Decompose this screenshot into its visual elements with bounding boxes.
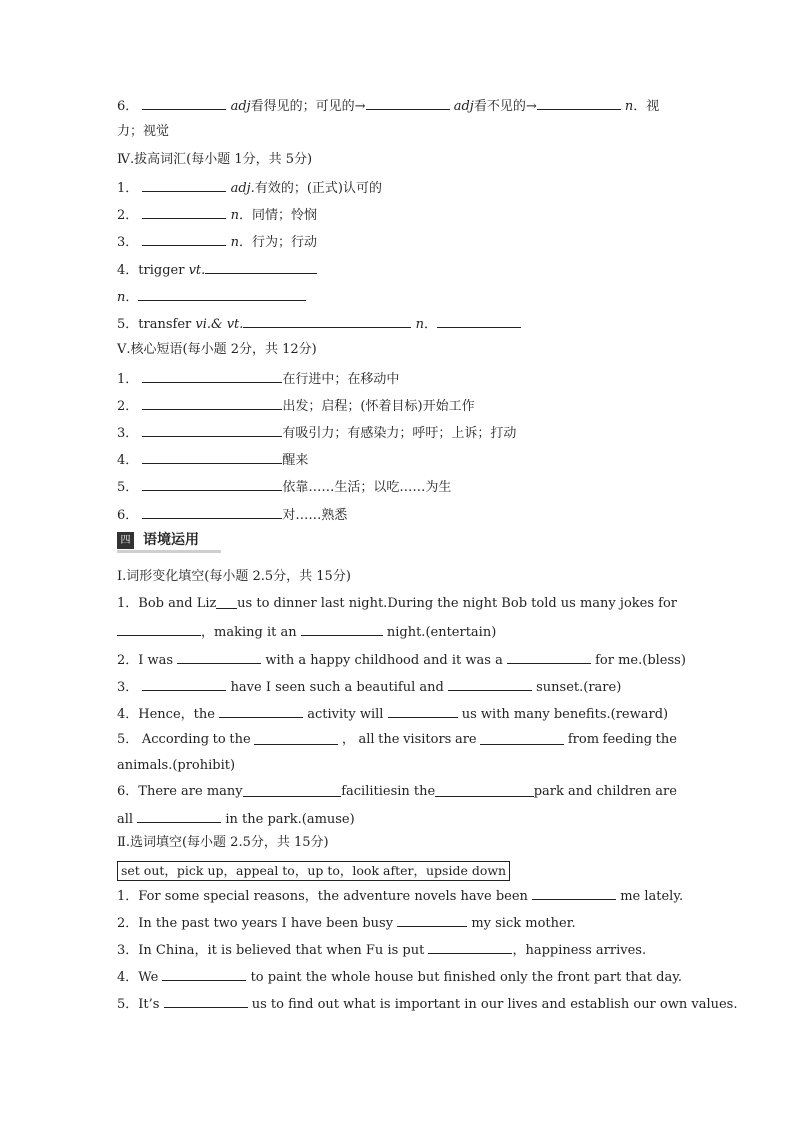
vocab-item-6-wrap: 力；视觉 — [117, 124, 170, 139]
word-bank-box: set out，pick up，appeal to，up to，look after，upside down — [117, 861, 510, 881]
s5-item-2: 2． 出发；启程；(怀着目标)开始工作 — [117, 395, 475, 415]
answer-blank[interactable] — [219, 703, 303, 718]
s4-item-2: 2． n．同情；怜悯 — [117, 204, 317, 224]
s4-item-3: 3． n．行为；行动 — [117, 231, 317, 251]
answer-blank[interactable] — [117, 621, 201, 636]
answer-blank[interactable] — [142, 368, 282, 383]
s4-item-4-noun: n． — [117, 286, 306, 306]
answer-blank[interactable] — [437, 313, 521, 328]
answer-blank[interactable] — [142, 676, 226, 691]
p1-q3: 3． have I seen such a beautiful and sunset.(rare) — [117, 676, 621, 696]
p1-q6-line1: 6．There are many facilities in the park and children are — [117, 784, 677, 799]
s5-item-1: 1． 在行进中；在移动中 — [117, 368, 399, 388]
section-underline — [117, 550, 221, 553]
answer-blank[interactable] — [205, 259, 317, 274]
answer-blank[interactable] — [177, 649, 261, 664]
part-1-heading: Ⅰ.词形变化填空(每小题 2.5分，共 15分) — [117, 569, 351, 584]
p1-q5-line2: animals.(prohibit) — [117, 758, 236, 773]
s4-item-1: 1． adj.有效的；(正式)认可的 — [117, 177, 382, 197]
p1-q4: 4．Hence，the activity will us with many benefits.(reward) — [117, 703, 668, 723]
answer-blank[interactable] — [397, 912, 467, 927]
p2-q3: 3．In China，it is believed that when Fu is put ，happiness arrives. — [117, 939, 646, 959]
answer-blank[interactable] — [301, 621, 383, 636]
context-section-header — [117, 530, 221, 552]
answer-blank[interactable] — [448, 676, 532, 691]
answer-blank[interactable] — [254, 730, 338, 745]
answer-blank[interactable] — [537, 95, 621, 110]
answer-blank[interactable] — [243, 782, 342, 797]
answer-blank[interactable] — [243, 313, 411, 328]
answer-blank[interactable] — [142, 476, 282, 491]
answer-blank[interactable] — [142, 177, 226, 192]
section-number-icon: 四 — [117, 532, 134, 549]
answer-blank[interactable] — [480, 730, 564, 745]
item-number: 6． — [117, 99, 139, 114]
answer-blank[interactable] — [435, 782, 534, 797]
p2-q1: 1．For some special reasons，the adventure novels have been me lately. — [117, 885, 683, 905]
p2-q5: 5．It’s us to find out what is important in our lives and establish our own values. — [117, 993, 738, 1013]
answer-blank[interactable] — [142, 95, 226, 110]
answer-blank[interactable] — [388, 703, 458, 718]
vocab-item-6: 6． adj看得见的；可见的→ adj看不见的→ n．视 — [117, 95, 677, 115]
p1-q2: 2．I was with a happy childhood and it was a for me.(bless) — [117, 649, 686, 669]
answer-blank[interactable] — [428, 939, 512, 954]
s4-item-5: 5．transfer vi.& vt. n． — [117, 313, 521, 333]
section-5-heading: Ⅴ.核心短语(每小题 2分，共 12分) — [117, 342, 317, 357]
p2-q4: 4．We to paint the whole house but finished only the front part that day. — [117, 966, 682, 986]
s5-item-3: 3． 有吸引力；有感染力；呼吁；上诉；打动 — [117, 422, 516, 442]
s4-item-4: 4．trigger vt. — [117, 259, 317, 279]
answer-blank[interactable] — [142, 422, 282, 437]
s5-item-5: 5． 依靠……生活；以吃……为生 — [117, 476, 451, 496]
answer-blank[interactable] — [507, 649, 591, 664]
answer-blank[interactable] — [532, 885, 616, 900]
p1-q1-line1: 1． Bob and Liz us to dinner last night.During the night Bob told us many jokes for — [117, 596, 677, 611]
p1-q1-line2: ，making it an night.(entertain) — [117, 621, 496, 641]
answer-blank[interactable] — [216, 594, 237, 609]
answer-blank[interactable] — [142, 204, 226, 219]
answer-blank[interactable] — [138, 286, 306, 301]
answer-blank[interactable] — [137, 808, 221, 823]
p2-q2: 2．In the past two years I have been busy my sick mother. — [117, 912, 576, 932]
answer-blank[interactable] — [142, 395, 282, 410]
section-title: 语境运用 — [143, 532, 199, 548]
part-2-heading: Ⅱ.选词填空(每小题 2.5分，共 15分) — [117, 835, 329, 850]
p1-q5-line1: 5． According to the ， all the visitors are from feeding the — [117, 732, 677, 747]
answer-blank[interactable] — [366, 95, 450, 110]
s5-item-6: 6． 对……熟悉 — [117, 504, 347, 524]
s5-item-4: 4． 醒来 — [117, 449, 308, 469]
section-4-heading: Ⅳ.拔高词汇(每小题 1分，共 5分) — [117, 152, 313, 167]
answer-blank[interactable] — [162, 966, 246, 981]
answer-blank[interactable] — [142, 231, 226, 246]
answer-blank[interactable] — [164, 993, 248, 1008]
answer-blank[interactable] — [142, 504, 282, 519]
p1-q6-line2: all in the park.(amuse) — [117, 808, 355, 828]
answer-blank[interactable] — [142, 449, 282, 464]
